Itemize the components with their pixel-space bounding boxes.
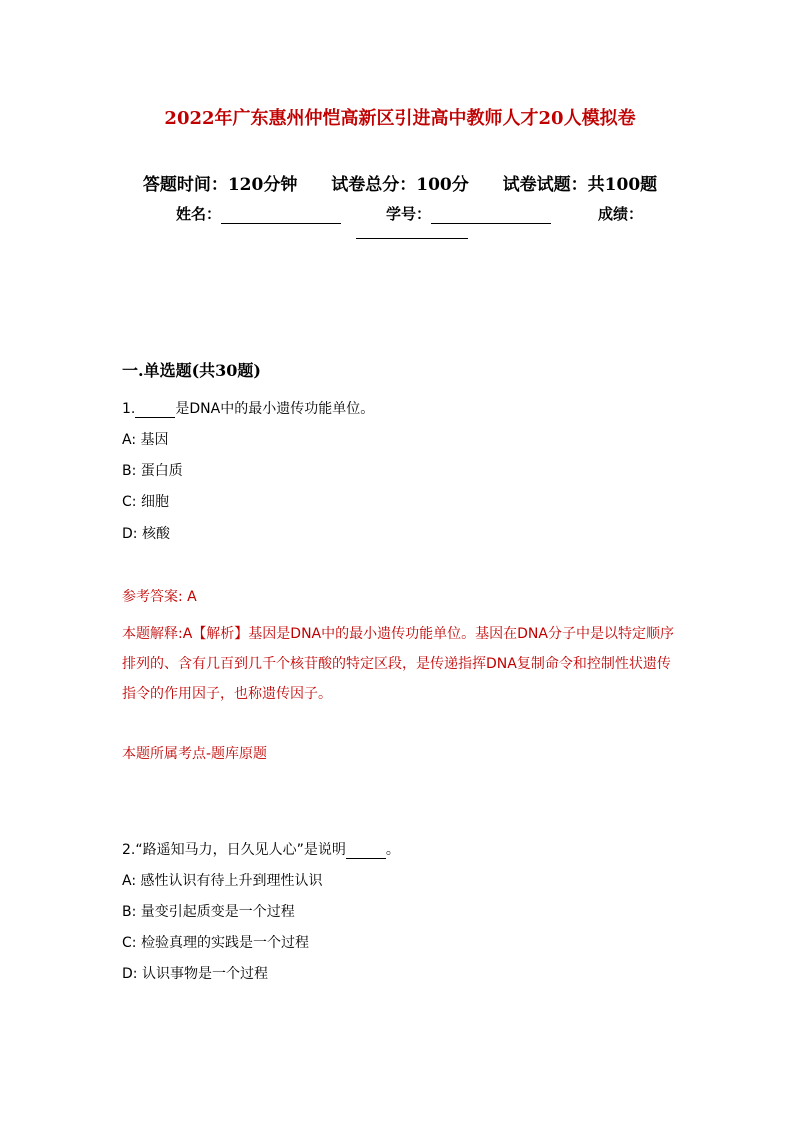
question-1-answer: 参考答案: A — [122, 589, 197, 605]
question-1-option-a: A: 基因 — [122, 432, 169, 448]
question-2-text-end: 。 — [385, 842, 400, 858]
question-2-option-d: D: 认识事物是一个过程 — [122, 966, 268, 982]
name-blank — [221, 209, 341, 224]
question-2-text: 2.“路遥知马力，日久见人心”是说明 — [122, 842, 346, 858]
question-1-explanation: 本题解释:A【解析】基因是DNA中的最小遗传功能单位。基因在DNA分子中是以特定顺序排列的、含有几百到几千个核苷酸的特定区段，是传递指挥DNA复制命令和控制性状遗传指令的作用因子，也称遗传因子。 — [122, 626, 674, 702]
exam-time: 答题时间：120分钟 — [142, 175, 298, 195]
score-field — [598, 203, 643, 224]
name-label: 姓名： — [176, 205, 222, 223]
id-blank — [431, 209, 551, 224]
exam-title: 2022年广东惠州仲恺高新区引进高中教师人才20人模拟卷 — [164, 108, 636, 129]
question-2-option-c: C: 检验真理的实践是一个过程 — [122, 935, 309, 951]
name-field — [176, 203, 341, 224]
question-1-blank — [135, 404, 175, 418]
question-1-option-b: B: 蛋白质 — [122, 463, 183, 479]
score-label: 成绩： — [598, 205, 644, 223]
question-1-number: 1. — [122, 401, 136, 417]
question-2-stem — [122, 839, 400, 859]
exam-info-row — [0, 170, 800, 195]
question-2-blank — [346, 845, 386, 859]
question-1-source: 本题所属考点-题库原题 — [122, 746, 268, 762]
question-1-text: 是DNA中的最小遗传功能单位。 — [175, 401, 375, 417]
id-field — [386, 203, 551, 224]
question-2-option-b: B: 量变引起质变是一个过程 — [122, 904, 295, 920]
question-1-option-d: D: 核酸 — [122, 526, 170, 542]
question-1-option-c: C: 细胞 — [122, 494, 169, 510]
question-2-option-a: A: 感性认识有待上升到理性认识 — [122, 873, 323, 889]
exam-total-score: 试卷总分：100分 — [331, 175, 469, 195]
section-title: 一.单选题(共30题) — [122, 361, 261, 380]
question-1-stem — [122, 398, 374, 418]
id-label: 学号： — [386, 205, 432, 223]
score-blank — [356, 228, 468, 239]
exam-question-count: 试卷试题：共100题 — [502, 175, 658, 195]
